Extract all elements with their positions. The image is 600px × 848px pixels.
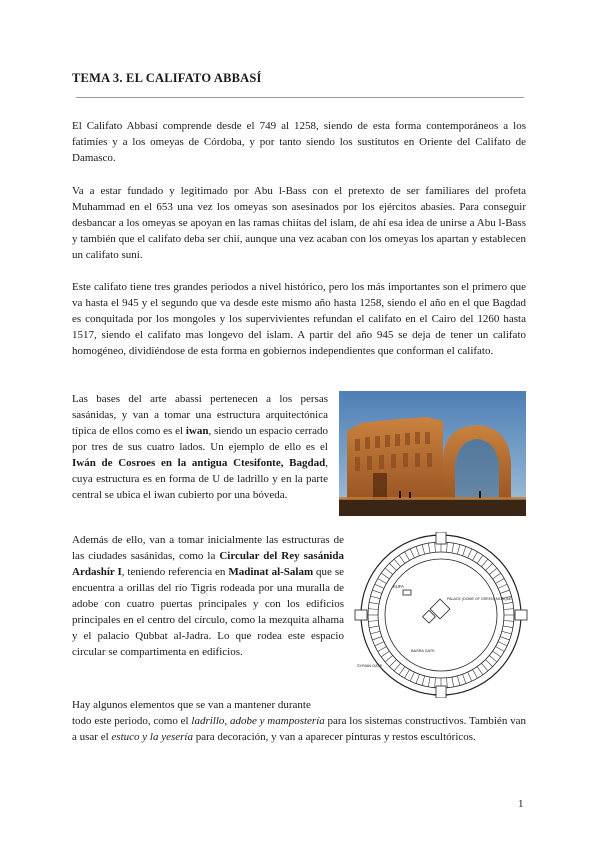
page-title: TEMA 3. EL CALIFATO ABBASÍ	[72, 71, 262, 85]
page-number: 1	[518, 798, 524, 810]
paragraph-3: Este califato tiene tres grandes periodos a nivel histórico, pero los más importantes son el primero que va hasta el 945 y el segundo que va desde este mismo año hasta 1258, siendo el año en el que Bagdad es conquitada por los mongoles y los supervivientes refundan el califato en el Cairo del 1260 hasta 1517, siendo el califato mas longevo del islam. A partir del año 945 se deja de tener un califato homogéneo, dividiéndose de esta forma en gobiernos independientes que conforman el califato.	[72, 281, 526, 357]
iwan-cosroes-photo	[339, 391, 526, 516]
term-circular-ardashir: Circular del Rey sasánida Ardashír I	[72, 550, 344, 578]
term-iwan: iwan	[185, 425, 209, 437]
paragraph-4: Las bases del arte abassi pertenecen a los persas sasánidas, y van a tomar una estructura arquitectónica típica de ellos como es el iwan, siendo un espacio cerrado por tres de sus cuatro lados. Un ejemplo de ello es el Iwán de Cosroes en la antigua Ctesifonte, Bagdad, cuya estructura es en forma de U de ladrillo y en la parte central se ubica el iwan cubierto por una bóveda.	[72, 393, 328, 501]
term-iwan-cosroes: Iwán de Cosroes en la antigua Ctesifonte, Bagdad	[72, 457, 326, 469]
paragraph-6: Hay algunos elementos que se van a mantener durante todo este periodo, como el ladrillo, adobe y mampostería para los sistemas constructivos. También van a usar el estuco y la yesería para decoración, y van a aparecer pinturas y restos escultóricos.	[72, 699, 526, 743]
plan-label-kufa: KUFA	[393, 584, 404, 589]
paragraph-1: El Califato Abbasí comprende desde el 749 al 1258, siendo de esta forma contemporáneos a los fatimíes y a los omeyas de Córdoba, y por tanto siendo los sustitutos en Oriente del Califato de Damasco.	[72, 120, 526, 164]
term-madinat-al-salam: Madinat al-Salam	[228, 566, 314, 578]
plan-label-palace: PALACE (DOME OF GREEN) MOSQUE	[447, 597, 512, 601]
round-city-plan	[353, 532, 529, 698]
term-stucco: estuco y la yesería	[111, 731, 193, 743]
title-divider	[76, 97, 524, 98]
plan-label-syrian: SYRIAN GATE	[357, 664, 383, 668]
term-materials: ladrillo, adobe y mampostería	[191, 715, 325, 727]
plan-label-basra: BASRA GATE	[411, 649, 435, 653]
paragraph-5: Además de ello, van a tomar inicialmente las estructuras de las ciudades sasánidas, como la Circular del Rey sasánida Ardashír I, teniendo referencia en Madinat al-Salam que se encuentra a orillas del río Tigris rodeada por una muralla de adobe con cuatro puertas principales y con los edificios principales en el centro del círculo, como la mezquita alhama y el palacio Qubbat al-Jadra. Lo que rodea este espacio circular se compartimenta en edificios.	[72, 534, 344, 658]
paragraph-2: Va a estar fundado y legitimado por Abu l-Bass con el pretexto de ser familiares del profeta Muhammad en el 653 una vez los omeyas son asesinados por los ejércitos abasíes. Para conseguir desbancar a los omeyas se apoyan en las ramas chiítas del islam, de ahí esa idea de unirse a Abu l-Bass y también que el califato deba ser chií, aunque una vez acaban con los omeyas los apartan y establecen un califato suní.	[72, 185, 526, 261]
